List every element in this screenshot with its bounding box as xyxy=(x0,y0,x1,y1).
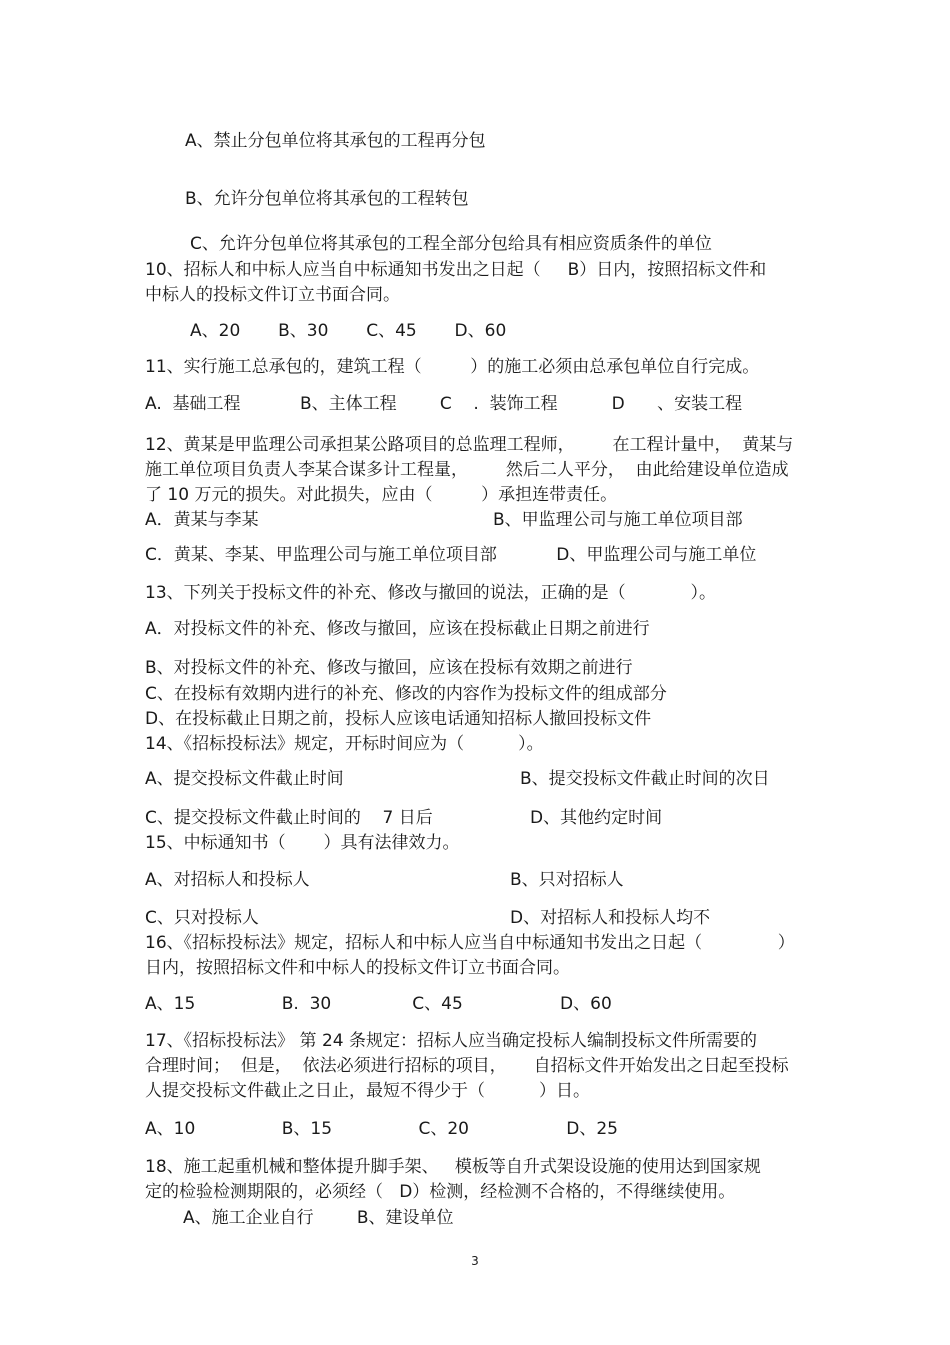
text-line: D、对招标人和投标人均不 xyxy=(510,908,711,928)
text-line: A、提交投标文件截止时间 xyxy=(145,769,344,789)
text-line: 16、《招标投标法》规定，招标人和中标人应当自中标通知书发出之日起（ ） xyxy=(145,933,795,953)
text-line: 人提交投标文件截止之日止，最短不得少于（ ）日。 xyxy=(145,1081,591,1101)
text-line: A、10 B、15 C、20 D、25 xyxy=(145,1119,618,1139)
text-line: 了 10 万元的损失。对此损失，应由（ ）承担连带责任。 xyxy=(145,485,618,505)
text-line: 合理时间； 但是， 依法必须进行招标的项目， 自招标文件开始发出之日起至投标 xyxy=(145,1056,789,1076)
text-line: 12、黄某是甲监理公司承担某公路项目的总监理工程师， 在工程计量中， 黄某与 xyxy=(145,435,794,455)
text-line: B、提交投标文件截止时间的次日 xyxy=(520,769,770,789)
page-number: 3 xyxy=(471,1254,479,1268)
text-line: D、其他约定时间 xyxy=(530,808,663,828)
text-line: C、提交投标文件截止时间的 7 日后 xyxy=(145,808,433,828)
text-line: C、只对投标人 xyxy=(145,908,259,928)
text-line: C、在投标有效期内进行的补充、修改的内容作为投标文件的组成部分 xyxy=(145,684,667,704)
text-line: A、15 B. 30 C、45 D、60 xyxy=(145,994,612,1014)
text-line: A．对投标文件的补充、修改与撤回，应该在投标截止日期之前进行 xyxy=(145,619,650,639)
text-line: A、禁止分包单位将其承包的工程再分包 xyxy=(185,131,486,151)
text-line: A. 基础工程 B、主体工程 C . 装饰工程 D 、安装工程 xyxy=(145,394,743,414)
text-line: D、在投标截止日期之前，投标人应该电话通知招标人撤回投标文件 xyxy=(145,709,652,729)
text-line: 中标人的投标文件订立书面合同。 xyxy=(145,285,400,305)
text-line: 18、施工起重机械和整体提升脚手架、 模板等自升式架设设施的使用达到国家规 xyxy=(145,1157,761,1177)
text-line: 17、《招标投标法》 第 24 条规定：招标人应当确定投标人编制投标文件所需要的 xyxy=(145,1031,757,1051)
text-line: A．黄某与李某 xyxy=(145,510,259,530)
text-line: B、允许分包单位将其承包的工程转包 xyxy=(185,189,469,209)
text-line: 15、中标通知书（ ）具有法律效力。 xyxy=(145,833,460,853)
text-line: B、甲监理公司与施工单位项目部 xyxy=(493,510,743,530)
text-line: 14、《招标投标法》规定，开标时间应为（ ）。 xyxy=(145,734,544,754)
text-line: C、允许分包单位将其承包的工程全部分包给具有相应资质条件的单位 xyxy=(190,234,712,254)
text-line: A、施工企业自行 B、建设单位 xyxy=(183,1208,454,1228)
text-line: A、20 B、30 C、45 D、60 xyxy=(190,321,507,341)
text-line: 日内，按照招标文件和中标人的投标文件订立书面合同。 xyxy=(145,958,570,978)
text-line: B、只对招标人 xyxy=(510,870,624,890)
text-line: A、对招标人和投标人 xyxy=(145,870,310,890)
text-line: 定的检验检测期限的，必须经（ D）检测，经检测不合格的，不得继续使用。 xyxy=(145,1182,736,1202)
text-line: 13、下列关于投标文件的补充、修改与撤回的说法，正确的是（ ）。 xyxy=(145,583,716,603)
text-line: B、对投标文件的补充、修改与撤回，应该在投标有效期之前进行 xyxy=(145,658,633,678)
text-line: 10、招标人和中标人应当自中标通知书发出之日起（ B）日内，按照招标文件和 xyxy=(145,260,767,280)
text-line: C．黄某、李某、甲监理公司与施工单位项目部 D、甲监理公司与施工单位 xyxy=(145,545,757,565)
text-line: 施工单位项目负责人李某合谋多计工程量， 然后二人平分， 由此给建设单位造成 xyxy=(145,460,789,480)
text-line: 11、实行施工总承包的，建筑工程（ ）的施工必须由总承包单位自行完成。 xyxy=(145,357,760,377)
